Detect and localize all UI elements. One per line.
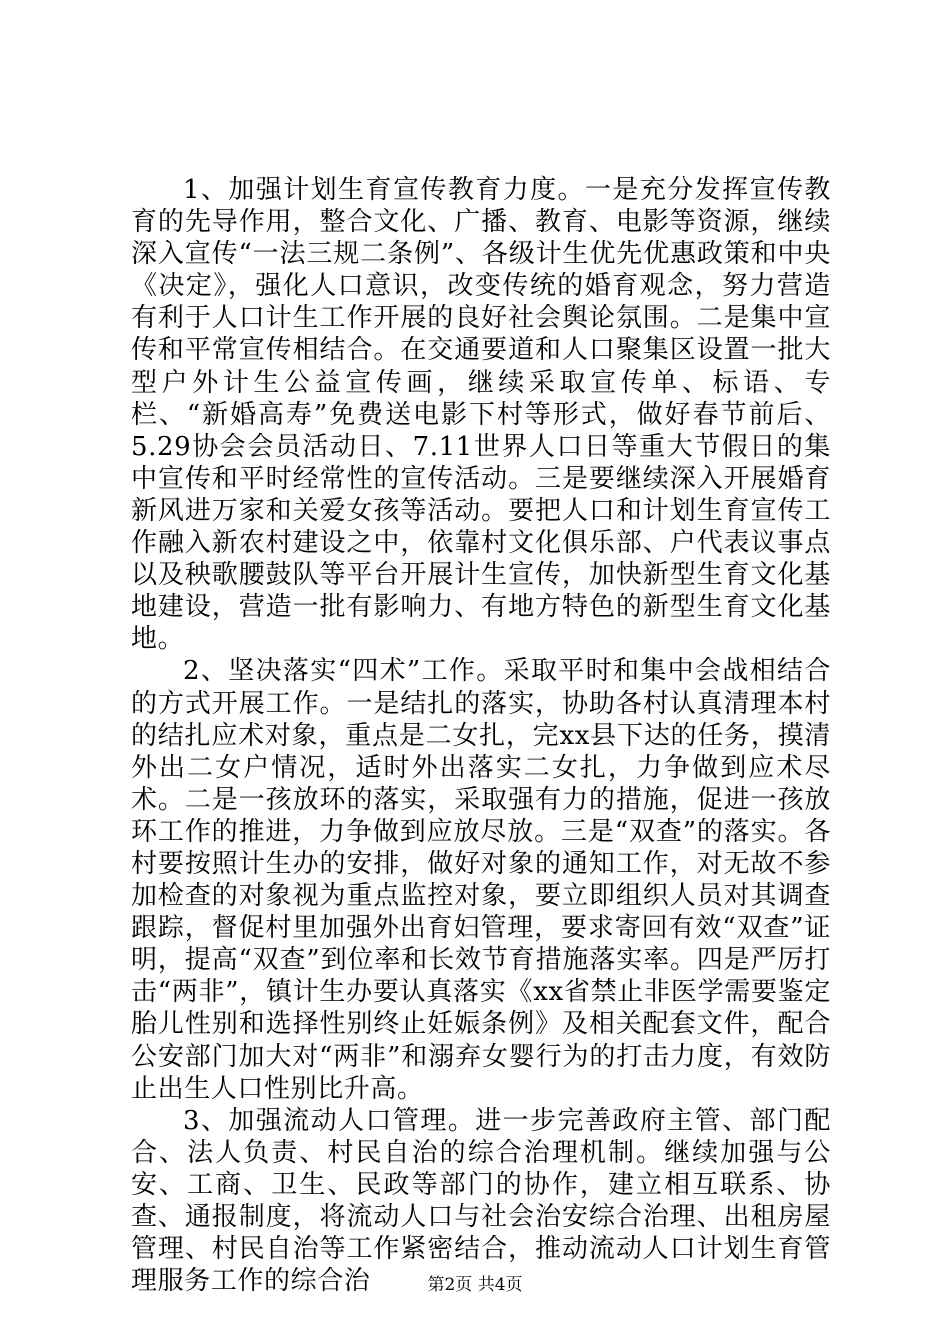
paragraph-2: 2、坚决落实“四术”工作。采取平时和集中会战相结合的方式开展工作。一是结扎的落实，协助各村认真清理本村的结扎应术对象，重点是二女扎，完xx县下达的任务，摸清外出二女户情况，适时外出落实二女扎，力争做到应术尽术。二是一孩放环的落实，采取强有力的措施，促进一孩放环工作的推进，力争做到应放尽放。三是“双查”的落实。各村要按照计生办的安排，做好对象的通知工作，对无故不参加检查的对象视为重点监控对象，要立即组织人员对其调查跟踪，督促村里加强外出育妇管理，要求寄回有效“双查”证明，提高“双查”到位率和长效节育措施落实率。四是严厉打击“两非”，镇计生办要认真落实《xx省禁止非医学需要鉴定胎儿性别和选择性别终止妊娠条例》及相关配套文件，配合公安部门加大对“两非”和溺弃女婴行为的打击力度，有效防止出生人口性别比升高。 [131,656,831,1104]
document-body [131,174,831,1297]
paragraph-3: 3、加强流动人口管理。进一步完善政府主管、部门配合、法人负责、村民自治的综合治理机制。继续加强与公安、工商、卫生、民政等部门的协作，建立相互联系、协查、通报制度，将流动人口与社会治安综合治理、出租房屋管理、村民自治等工作紧密结合，推动流动人口计划生育管理服务工作的综合治 [131,1105,831,1297]
page-footer: 第2页 共4页 [427,1275,523,1295]
paragraph-1: 1、加强计划生育宣传教育力度。一是充分发挥宣传教育的先导作用，整合文化、广播、教育、电影等资源，继续深入宣传“一法三规二条例”、各级计生优先优惠政策和中央《决定》，强化人口意识，改变传统的婚育观念，努力营造有利于人口计生工作开展的良好社会舆论氛围。二是集中宣传和平常宣传相结合。在交通要道和人口聚集区设置一批大型户外计生公益宣传画，继续采取宣传单、标语、专栏、“新婚高寿”免费送电影下村等形式，做好春节前后、5.29协会会员活动日、7.11世界人口日等重大节假日的集中宣传和平时经常性的宣传活动。三是要继续深入开展婚育新风进万家和关爱女孩等活动。要把人口和计划生育宣传工作融入新农村建设之中，依靠村文化俱乐部、户代表议事点以及秧歌腰鼓队等平台开展计生宣传，加快新型生育文化基地建设，营造一批有影响力、有地方特色的新型生育文化基地。 [131,175,831,655]
